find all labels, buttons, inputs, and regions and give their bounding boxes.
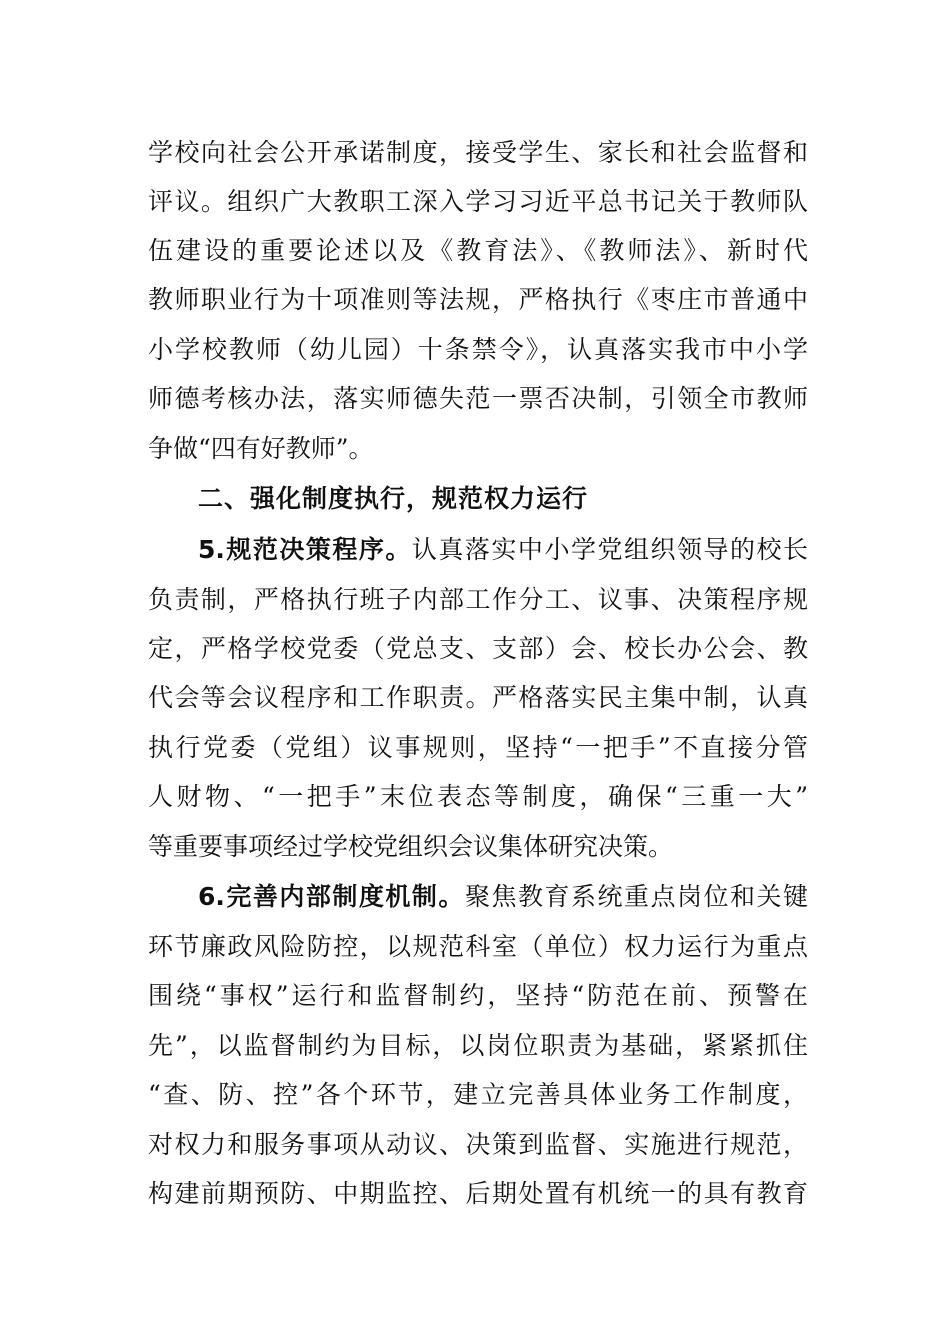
item-first-line-text: 认真落实中小学党组织领导的校长 xyxy=(411,535,808,564)
text-line: “查、防、控”各个环节，建立完善具体业务工作制度， xyxy=(148,1080,808,1109)
text-line: 定，严格学校党委（党总支、支部）会、校长办公会、教 xyxy=(148,634,808,663)
text-line: 对权力和服务事项从动议、决策到监督、实施进行规范， xyxy=(148,1130,808,1159)
item-lead: 5.规范决策程序。 xyxy=(198,535,412,564)
text-line: 评议。组织广大教职工深入学习习近平总书记关于教师队 xyxy=(148,187,808,216)
text-line: 教师职业行为十项准则等法规，严格执行《枣庄市普通中 xyxy=(148,285,808,314)
text-line: 环节廉政风险防控，以规范科室（单位）权力运行为重点 xyxy=(148,932,808,961)
text-line: 师德考核办法，落实师德失范一票否决制，引领全市教师 xyxy=(148,384,808,413)
text-line: 负责制，严格执行班子内部工作分工、议事、决策程序规 xyxy=(148,585,808,614)
text-line: 争做“四有好教师”。 xyxy=(148,434,374,463)
text-line: 等重要事项经过学校党组织会议集体研究决策。 xyxy=(148,832,674,861)
section-heading: 二、强化制度执行，规范权力运行 xyxy=(198,484,589,513)
text-line: 人财物、“一把手”末位表态等制度，确保“三重一大” xyxy=(148,782,808,811)
text-line: 先”，以监督制约为目标，以岗位职责为基础，紧紧抓住 xyxy=(148,1031,808,1060)
text-line: 构建前期预防、中期监控、后期处置有机统一的具有教育 xyxy=(148,1179,808,1208)
text-line-first xyxy=(198,877,808,917)
text-line: 围绕“事权”运行和监督制约，坚持“防范在前、预警在 xyxy=(148,981,808,1010)
text-line-first xyxy=(198,530,808,570)
item-first-line-text: 聚焦教育系统重点岗位和关键 xyxy=(464,882,808,911)
text-line: 小学校教师（幼儿园）十条禁令》，认真落实我市中小学 xyxy=(148,335,808,364)
text-line: 执行党委（党组）议事规则，坚持“一把手”不直接分管 xyxy=(148,733,808,762)
text-line: 代会等会议程序和工作职责。严格落实民主集中制，认真 xyxy=(148,683,808,712)
item-lead: 6.完善内部制度机制。 xyxy=(198,882,465,911)
text-line: 伍建设的重要论述以及《教育法》、《教师法》、新时代 xyxy=(148,236,808,265)
text-line: 学校向社会公开承诺制度，接受学生、家长和社会监督和 xyxy=(148,138,808,167)
